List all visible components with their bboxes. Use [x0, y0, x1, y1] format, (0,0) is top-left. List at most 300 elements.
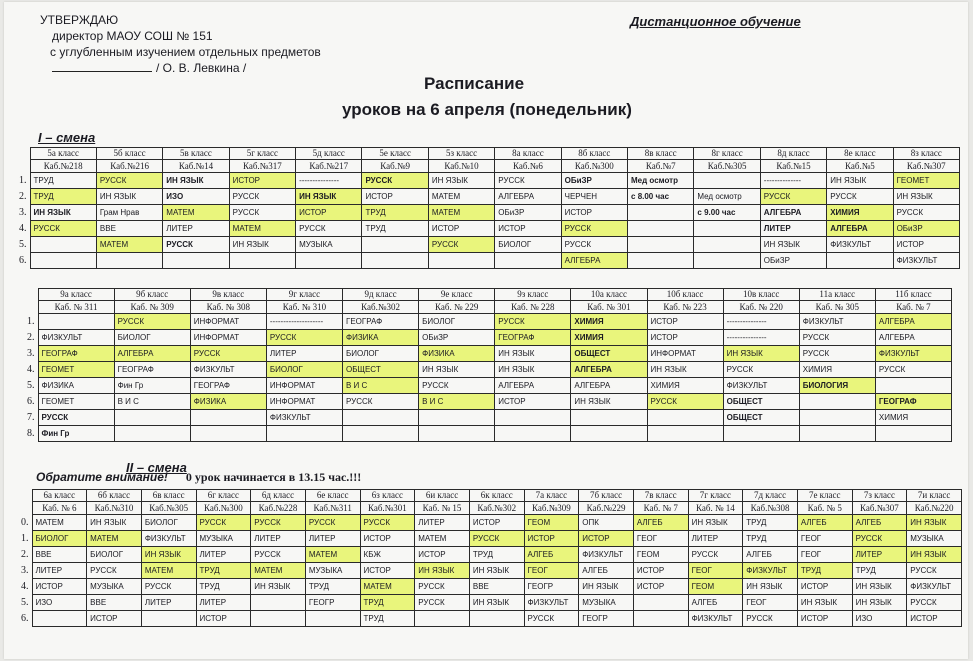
class-header — [723, 289, 799, 314]
lesson-cell: ЛИТЕР — [852, 547, 907, 563]
lesson-cell — [495, 253, 561, 269]
lesson-cell: ФИЗИКА — [343, 330, 419, 346]
lesson-row — [20, 547, 962, 563]
lesson-row — [26, 378, 952, 394]
lesson-cell: ИН ЯЗЫК — [760, 237, 826, 253]
lesson-row — [20, 579, 962, 595]
lesson-number: 6. — [18, 253, 30, 269]
lesson-cell — [799, 394, 875, 410]
lesson-cell: ОБиЗР — [893, 221, 959, 237]
lesson-cell — [799, 426, 875, 442]
class-header — [266, 289, 342, 314]
lesson-cell: РУССК — [229, 205, 295, 221]
lesson-cell: -------------------- — [266, 314, 342, 330]
lesson-cell — [114, 410, 190, 426]
schedule-sheet — [4, 2, 968, 659]
class-name: 10а класс — [571, 289, 646, 301]
lesson-cell — [419, 410, 495, 426]
class-name: 7д класс — [743, 490, 797, 502]
class-header — [875, 289, 951, 314]
lesson-cell — [647, 426, 723, 442]
class-header — [343, 289, 419, 314]
lesson-cell — [694, 173, 760, 189]
lesson-cell — [628, 221, 694, 237]
corner-cell — [20, 490, 32, 515]
class-header — [579, 490, 634, 515]
lesson-cell: РУССК — [743, 611, 798, 627]
class-name: 9а класс — [39, 289, 114, 301]
lesson-cell — [694, 253, 760, 269]
approve-heading: УТВЕРЖДАЮ — [40, 13, 119, 27]
lesson-cell: РУССК — [760, 189, 826, 205]
room-number: Каб.№302 — [477, 503, 517, 513]
lesson-cell — [30, 237, 96, 253]
class-header — [428, 148, 494, 173]
start-time-notice — [36, 470, 361, 485]
lesson-cell: МАТЕМ — [428, 189, 494, 205]
room-number: Каб.№15 — [776, 161, 811, 171]
lesson-cell — [428, 253, 494, 269]
lesson-cell: ТРУД — [469, 547, 524, 563]
room-number: Каб.№305 — [707, 161, 747, 171]
lesson-row — [26, 314, 952, 330]
room-number: Каб.№216 — [110, 161, 149, 171]
lesson-cell: ИН ЯЗЫК — [907, 515, 962, 531]
lesson-row — [20, 515, 962, 531]
school-line: с углубленным изучением отдельных предметов — [50, 45, 321, 59]
lesson-cell: РУССК — [305, 515, 360, 531]
lesson-cell: ХИМИЯ — [799, 362, 875, 378]
class-header — [360, 490, 415, 515]
lesson-cell: ИСТОР — [524, 531, 579, 547]
lesson-cell: РУССК — [524, 611, 579, 627]
class-name: 7е класс — [798, 490, 852, 502]
lesson-cell: Мед осмотр — [628, 173, 694, 189]
class-header — [760, 148, 826, 173]
lesson-cell: АЛГЕБ — [633, 515, 688, 531]
room-number: Каб. № 308 — [206, 302, 250, 312]
lesson-cell — [571, 426, 647, 442]
lesson-cell: ГЕОМ — [633, 547, 688, 563]
lesson-cell: ФИЗКУЛЬТ — [743, 563, 798, 579]
signature-line — [52, 60, 321, 76]
header-row — [26, 289, 952, 314]
lesson-cell: В И С — [114, 394, 190, 410]
lesson-cell: ТРУД — [362, 205, 428, 221]
class-header — [419, 289, 495, 314]
lesson-cell: ФИЗКУЛЬТ — [38, 330, 114, 346]
lesson-cell: РУССК — [852, 531, 907, 547]
lesson-cell: ИН ЯЗЫК — [428, 173, 494, 189]
lesson-cell: БИОЛОГ — [343, 346, 419, 362]
lesson-cell: РУССК — [907, 563, 962, 579]
lesson-cell: ВВЕ — [87, 595, 142, 611]
lesson-cell: с 8.00 час — [628, 189, 694, 205]
lesson-cell: ЧЕРЧЕН — [561, 189, 627, 205]
lesson-cell: АЛГЕБ — [688, 595, 743, 611]
lesson-cell — [362, 237, 428, 253]
room-number: Каб.№5 — [844, 161, 875, 171]
lesson-cell — [628, 237, 694, 253]
lesson-number: 3. — [26, 346, 38, 362]
room-number: Каб.№6 — [513, 161, 543, 171]
lesson-cell: ОПК — [579, 515, 634, 531]
lesson-cell: ФИЗИКА — [190, 394, 266, 410]
lesson-cell: РУССК — [495, 314, 571, 330]
class-name: 8д класс — [761, 148, 826, 160]
lesson-cell: АЛГЕБ — [579, 563, 634, 579]
lesson-cell: ИСТОР — [469, 515, 524, 531]
lesson-cell: РУССК — [469, 531, 524, 547]
lesson-row — [20, 563, 962, 579]
lesson-cell: КБЖ — [360, 547, 415, 563]
lesson-cell: ИН ЯЗЫК — [141, 547, 196, 563]
class-header — [495, 148, 561, 173]
lesson-row — [26, 410, 952, 426]
lesson-cell: ОБиЗР — [760, 253, 826, 269]
signature-name: / О. В. Левкина / — [156, 61, 247, 75]
class-header — [141, 490, 196, 515]
lesson-cell — [469, 611, 524, 627]
room-number: Каб.№310 — [94, 503, 134, 513]
lesson-row — [26, 426, 952, 442]
lesson-cell: ИСТОР — [296, 205, 362, 221]
lesson-cell: РУССК — [688, 547, 743, 563]
class-header — [30, 148, 96, 173]
class-header — [190, 289, 266, 314]
class-name: 9б класс — [115, 289, 190, 301]
lesson-number: 2. — [26, 330, 38, 346]
lesson-cell: ВВЕ — [32, 547, 87, 563]
room-number: Каб.№317 — [242, 161, 282, 171]
lesson-cell: ИН ЯЗЫК — [419, 362, 495, 378]
class-header — [38, 289, 114, 314]
room-number: Каб. № 310 — [282, 302, 327, 312]
lesson-cell: ИСТОР — [32, 579, 87, 595]
class-header — [893, 148, 959, 173]
lesson-cell: АЛГЕБРА — [875, 314, 951, 330]
lesson-cell: ИН ЯЗЫК — [251, 579, 306, 595]
lesson-cell: ЛИТЕР — [251, 531, 306, 547]
class-name: 9в класс — [191, 289, 266, 301]
lesson-cell: ИН ЯЗЫК — [723, 346, 799, 362]
lesson-cell: ТРУД — [30, 189, 96, 205]
lesson-cell: РУССК — [875, 362, 951, 378]
lesson-cell: ОБиЗР — [419, 330, 495, 346]
lesson-row — [18, 189, 960, 205]
lesson-number: 3. — [20, 563, 32, 579]
lesson-cell: ФИЗКУЛЬТ — [141, 531, 196, 547]
room-number: Каб.№308 — [750, 503, 790, 513]
lesson-cell: ГЕОГР — [579, 611, 634, 627]
lesson-cell: ИНФОРМАТ — [190, 314, 266, 330]
lesson-cell — [251, 611, 306, 627]
room-number: Каб. № 5 — [807, 503, 842, 513]
room-number: Каб.№307 — [906, 161, 946, 171]
class-name: 6д класс — [251, 490, 305, 502]
lesson-cell: МУЗЫКА — [907, 531, 962, 547]
lesson-cell: ИН ЯЗЫК — [495, 346, 571, 362]
lesson-cell: БИОЛОГ — [32, 531, 87, 547]
room-number: Каб.№300 — [574, 161, 614, 171]
lesson-cell: ИН ЯЗЫК — [893, 189, 959, 205]
lesson-cell — [628, 253, 694, 269]
class-header — [647, 289, 723, 314]
lesson-cell: ОБиЗР — [495, 205, 561, 221]
lesson-cell: РУССК — [141, 579, 196, 595]
lesson-cell — [799, 410, 875, 426]
room-number: Каб.№309 — [531, 503, 571, 513]
lesson-cell: ГЕОМ — [688, 579, 743, 595]
room-number: Каб. № 301 — [587, 302, 631, 312]
lesson-cell: --------------- — [723, 330, 799, 346]
corner-cell — [26, 289, 38, 314]
class-name: 9г класс — [267, 289, 342, 301]
lesson-cell — [30, 253, 96, 269]
room-number: Каб. № 311 — [54, 302, 98, 312]
room-number: Каб.№300 — [203, 503, 243, 513]
lesson-cell: РУССК — [415, 579, 470, 595]
lesson-cell: МАТЕМ — [96, 237, 162, 253]
class-name: 8в класс — [628, 148, 693, 160]
lesson-cell: ИН ЯЗЫК — [495, 362, 571, 378]
lesson-number: 2. — [18, 189, 30, 205]
lesson-cell: ИСТОР — [196, 611, 251, 627]
lesson-number: 1. — [18, 173, 30, 189]
notice-attention: Обратите внимание! — [36, 470, 168, 484]
lesson-cell: АЛГЕБРА — [495, 378, 571, 394]
lesson-cell: ФИЗКУЛЬТ — [524, 595, 579, 611]
lesson-cell: ФИЗИКА — [419, 346, 495, 362]
schedule-title: Расписание — [424, 74, 525, 93]
lesson-number: 4. — [26, 362, 38, 378]
lesson-cell: ТРУД — [196, 563, 251, 579]
lesson-cell: ХИМИЯ — [827, 205, 893, 221]
lesson-cell: МАТЕМ — [229, 221, 295, 237]
lesson-cell — [305, 611, 360, 627]
lesson-cell: АЛГЕБРА — [561, 253, 627, 269]
schedule-table-grades-6-7 — [20, 489, 962, 627]
lesson-cell: --------------- — [296, 173, 362, 189]
lesson-cell — [633, 611, 688, 627]
room-number: Каб.№302 — [361, 302, 400, 312]
class-header — [694, 148, 760, 173]
class-name: 8г класс — [694, 148, 759, 160]
lesson-row — [18, 173, 960, 189]
lesson-cell: РУССК — [30, 221, 96, 237]
lesson-cell: РУССК — [114, 314, 190, 330]
lesson-cell: ИН ЯЗЫК — [827, 173, 893, 189]
class-name: 6к класс — [470, 490, 524, 502]
lesson-cell — [875, 426, 951, 442]
lesson-cell: ИСТОР — [428, 221, 494, 237]
lesson-cell: ИСТОР — [797, 611, 852, 627]
lesson-cell: АЛГЕБ — [524, 547, 579, 563]
room-number: Каб.№307 — [860, 503, 899, 513]
lesson-cell: ИН ЯЗЫК — [907, 547, 962, 563]
lesson-cell — [495, 426, 571, 442]
lesson-cell: МАТЕМ — [87, 531, 142, 547]
header-row — [18, 148, 960, 173]
lesson-cell: АЛГЕБРА — [760, 205, 826, 221]
lesson-cell: ИСТОР — [579, 531, 634, 547]
class-name: 5з класс — [429, 148, 494, 160]
class-header — [524, 490, 579, 515]
room-number: Каб.№311 — [313, 503, 352, 513]
approval-block — [40, 12, 321, 76]
shift-1-label: I – смена — [38, 130, 96, 145]
lesson-cell: ИНФОРМАТ — [190, 330, 266, 346]
lesson-number: 0. — [20, 515, 32, 531]
lesson-cell: АЛГЕБ — [743, 547, 798, 563]
class-header — [32, 490, 87, 515]
schedule-table-grades-5-8 — [18, 147, 960, 269]
room-number: Каб. № 228 — [511, 302, 555, 312]
class-name: 7г класс — [689, 490, 743, 502]
lesson-cell: ТРУД — [797, 563, 852, 579]
room-number: Каб.№229 — [586, 503, 626, 513]
class-header — [561, 148, 627, 173]
lesson-cell — [647, 410, 723, 426]
lesson-cell: ГЕОГРАФ — [190, 378, 266, 394]
room-number: Каб. № 6 — [42, 503, 77, 513]
lesson-cell: РУССК — [419, 378, 495, 394]
lesson-cell: ОБЩЕСТ — [571, 346, 647, 362]
room-number: Каб.№9 — [380, 161, 411, 171]
class-name: 10в класс — [724, 289, 799, 301]
class-header — [797, 490, 852, 515]
lesson-cell: РУССК — [415, 595, 470, 611]
lesson-cell — [190, 410, 266, 426]
class-name: 7б класс — [579, 490, 633, 502]
lesson-number: 4. — [20, 579, 32, 595]
corner-cell — [18, 148, 30, 173]
class-header — [743, 490, 798, 515]
lesson-cell: ИН ЯЗЫК — [87, 515, 142, 531]
lesson-cell: ТРУД — [852, 563, 907, 579]
lesson-cell — [38, 314, 114, 330]
lesson-cell: ХИМИЯ — [875, 410, 951, 426]
lesson-cell: ТРУД — [360, 611, 415, 627]
class-name: 8б класс — [562, 148, 627, 160]
lesson-cell: РУССК — [362, 173, 428, 189]
class-name: 6г класс — [197, 490, 251, 502]
room-number: Каб.№220 — [914, 503, 954, 513]
lesson-cell: РУССК — [907, 595, 962, 611]
lesson-number: 6. — [26, 394, 38, 410]
lesson-cell: АЛГЕБРА — [827, 221, 893, 237]
lesson-cell: ИН ЯЗЫК — [579, 579, 634, 595]
lesson-cell: ВВЕ — [96, 221, 162, 237]
lesson-cell: МУЗЫКА — [296, 237, 362, 253]
lesson-row — [26, 330, 952, 346]
lesson-cell: ИН ЯЗЫК — [743, 579, 798, 595]
lesson-cell — [415, 611, 470, 627]
lesson-cell: РУССК — [343, 394, 419, 410]
room-number: Каб.№301 — [367, 503, 407, 513]
lesson-row — [18, 205, 960, 221]
class-header — [799, 289, 875, 314]
lesson-cell: ФИЗКУЛЬТ — [893, 253, 959, 269]
lesson-cell: РУССК — [87, 563, 142, 579]
header-row — [20, 490, 962, 515]
lesson-cell: ИН ЯЗЫК — [647, 362, 723, 378]
lesson-cell: РУССК — [266, 330, 342, 346]
lesson-cell: Фин Гр — [38, 426, 114, 442]
lesson-cell: ИН ЯЗЫК — [852, 579, 907, 595]
lesson-cell: с 9.00 час — [694, 205, 760, 221]
lesson-cell: МАТЕМ — [251, 563, 306, 579]
class-header — [114, 289, 190, 314]
lesson-cell: Фин Гр — [114, 378, 190, 394]
lesson-cell: РУССК — [360, 515, 415, 531]
lesson-number: 7. — [26, 410, 38, 426]
lesson-cell — [141, 611, 196, 627]
lesson-cell: --------------- — [723, 314, 799, 330]
lesson-cell: ЛИТЕР — [32, 563, 87, 579]
lesson-cell: РУССК — [96, 173, 162, 189]
lesson-cell — [114, 426, 190, 442]
lesson-cell: ИН ЯЗЫК — [469, 563, 524, 579]
room-number: Каб.№228 — [258, 503, 298, 513]
lesson-cell: МАТЕМ — [360, 579, 415, 595]
lesson-cell: ЛИТЕР — [163, 221, 229, 237]
lesson-cell: РУССК — [799, 330, 875, 346]
distance-learning-label: Дистанционное обучение — [630, 14, 801, 29]
lesson-cell: ИНФОРМАТ — [266, 378, 342, 394]
class-name: 6е класс — [306, 490, 360, 502]
lesson-cell: МУЗЫКА — [196, 531, 251, 547]
lesson-cell: ГЕОМЕТ — [38, 362, 114, 378]
lesson-cell: АЛГЕБРА — [571, 362, 647, 378]
director-line: директор МАОУ СОШ № 151 — [52, 29, 213, 43]
lesson-cell: РУССК — [647, 394, 723, 410]
lesson-cell: Мед осмотр — [694, 189, 760, 205]
lesson-cell: ИН ЯЗЫК — [229, 237, 295, 253]
class-name: 7в класс — [634, 490, 688, 502]
lesson-cell: РУССК — [196, 515, 251, 531]
lesson-cell: МАТЕМ — [305, 547, 360, 563]
class-header — [196, 490, 251, 515]
lesson-cell: ИСТОР — [561, 205, 627, 221]
class-name: 9е класс — [419, 289, 494, 301]
class-name: 8з класс — [894, 148, 959, 160]
lesson-cell — [96, 253, 162, 269]
lesson-number: 2. — [20, 547, 32, 563]
lesson-cell: РУССК — [163, 237, 229, 253]
lesson-cell: МАТЕМ — [141, 563, 196, 579]
lesson-cell: РУССК — [799, 346, 875, 362]
shift-2-label: II – смена — [126, 460, 187, 475]
lesson-cell: РУССК — [190, 346, 266, 362]
class-header — [628, 148, 694, 173]
lesson-cell: РУССК — [723, 362, 799, 378]
room-number: Каб.№7 — [645, 161, 676, 171]
lesson-cell — [251, 595, 306, 611]
lesson-cell: ТРУД — [360, 595, 415, 611]
lesson-cell: ФИЗКУЛЬТ — [190, 362, 266, 378]
lesson-cell — [571, 410, 647, 426]
lesson-row — [20, 611, 962, 627]
class-name: 5г класс — [230, 148, 295, 160]
lesson-cell: ИСТОР — [633, 563, 688, 579]
room-number: Каб.№305 — [149, 503, 189, 513]
lesson-cell — [296, 253, 362, 269]
lesson-cell: ФИЗКУЛЬТ — [266, 410, 342, 426]
lesson-cell — [419, 426, 495, 442]
lesson-cell: ГЕОГР — [305, 595, 360, 611]
lesson-cell: РУССК — [561, 221, 627, 237]
